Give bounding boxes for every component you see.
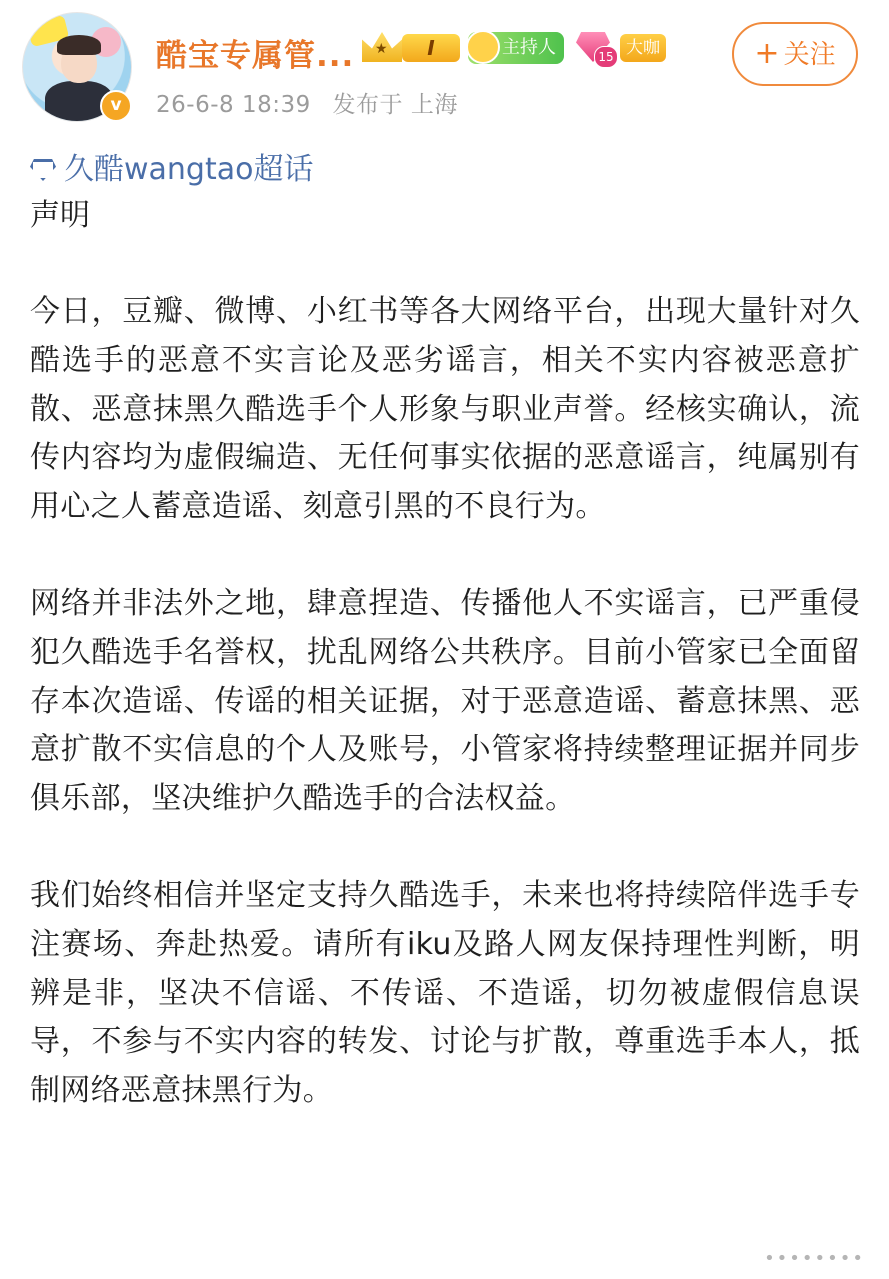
- star-icon: ★: [375, 41, 388, 57]
- plus-icon: +: [754, 36, 780, 71]
- post-location: 发布于 上海: [332, 92, 458, 118]
- diamond-topic-icon: [30, 159, 56, 181]
- post-meta: [156, 86, 472, 119]
- post-paragraph-2: 网络并非法外之地，肆意捏造、传播他人不实谣言，已严重侵犯久酷选手名誉权，扰乱网络公共秩序。目前小管家已全面留存本次造谣、传谣的相关证据，对于恶意造谣、蓄意抹黑、恶意扩散不实信息的个人及账号，小管家将持续整理证据并同步俱乐部，坚决维护久酷选手的合法权益。: [30, 585, 860, 817]
- host-mascot-icon: [466, 30, 500, 64]
- verified-icon: v: [100, 90, 132, 122]
- dakai-badge[interactable]: 大咖: [620, 34, 666, 62]
- username[interactable]: 酷宝专属管...: [156, 38, 355, 74]
- topic-link[interactable]: [30, 150, 860, 190]
- host-badge[interactable]: 主持人: [468, 32, 564, 64]
- post-content: [30, 150, 860, 1116]
- post-paragraph-1: 今日，豆瓣、微博、小红书等各大网络平台，出现大量针对久酷选手的恶意不实言论及恶劣谣言，相关不实内容被恶意扩散、恶意抹黑久酷选手个人形象与职业声誉。经核实确认，流传内容均为虚假编造、无任何事实依据的恶意谣言，纯属别有用心之人蓄意造谣、刻意引黑的不良行为。: [30, 294, 860, 525]
- post-time: 26-6-8 18:39: [156, 92, 311, 118]
- topic-label: 久酷wangtao超话: [64, 152, 314, 187]
- follow-button[interactable]: [732, 22, 858, 86]
- gem-level: 15: [594, 46, 618, 68]
- more-indicator: ••••••••: [764, 1248, 865, 1269]
- post-header: [0, 0, 889, 130]
- post-paragraph-3: 我们始终相信并坚定支持久酷选手，未来也将持续陪伴选手专注赛场、奔赴热爱。请所有iku及路人网友保持理性判断，明辨是非，坚决不信谣、不传谣、不造谣，切勿被虚假信息误导，不参与不实内容的转发、讨论与扩散，尊重选手本人，抵制网络恶意抹黑行为。: [30, 877, 860, 1109]
- level-badge[interactable]: I: [402, 34, 460, 62]
- post-title: 声明: [30, 198, 90, 233]
- follow-label: 关注: [783, 40, 836, 70]
